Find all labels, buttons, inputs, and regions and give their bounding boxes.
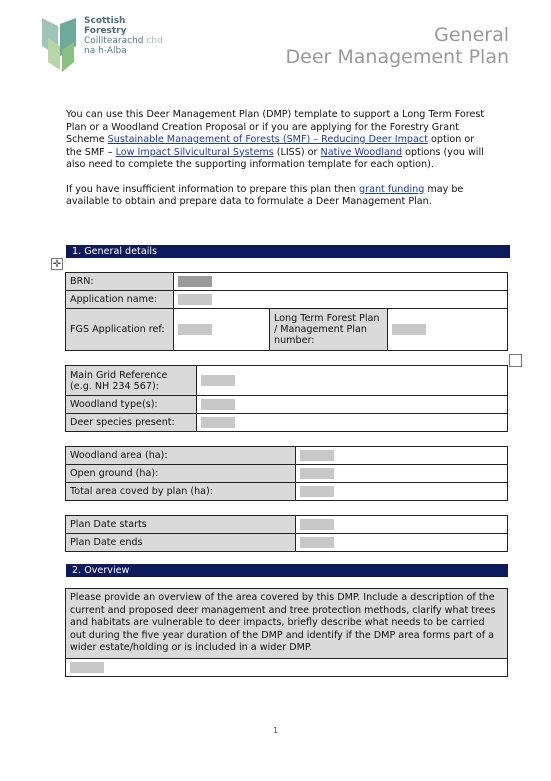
row-fgs-ref [66,309,508,351]
row-woodland-type [66,396,508,414]
label-deer-species: Deer species present: [66,414,197,432]
row-overview-instructions [66,589,508,659]
woodland-type-field[interactable] [201,399,235,410]
intro-p1-d: options (you will also need to complete the supporting information template for each option). [66,146,484,170]
deer-species-field[interactable] [201,417,235,428]
logo-ghost-text: chd [146,36,163,46]
woodland-area-field[interactable] [300,450,334,461]
intro-p1-b: option or the SMF – [66,134,475,158]
intro-p2-b: may be available to obtain and prepare data to formulate a Deer Management Plan. [66,183,464,207]
open-ground-field[interactable] [300,468,334,479]
link-smf-reducing-deer-impact[interactable]: Sustainable Management of Forests (SMF) – Reducing Deer Impact [107,134,428,145]
row-brn [66,273,508,291]
label-ltfp-number: Long Term Forest Plan / Management Plan number: [270,309,388,351]
woodland-type-cell [197,396,508,414]
intro-paragraph-2 [66,184,486,209]
logo-line-3 [84,36,163,46]
overview-input-cell [66,658,508,676]
page-number: 1 [272,726,279,735]
intro-p1-c: (LISS) or [273,146,321,158]
link-grant-funding[interactable]: grant funding [359,183,425,195]
total-area-cell [296,483,508,501]
table-move-icon[interactable]: ✛ [52,259,62,270]
logo-line-1: Scottish [84,16,126,26]
date-start-field[interactable] [300,519,334,530]
label-woodland-type: Woodland type(s): [66,396,197,414]
row-total-area [66,483,508,501]
row-deer-species [66,414,508,432]
label-date-end: Plan Date ends [66,534,296,552]
label-grid-ref: Main Grid Reference (e.g. NH 234 567): [66,366,197,396]
grid-ref-field[interactable] [201,375,235,386]
application-name-field[interactable] [178,294,212,305]
plan-dates-table [65,515,508,552]
overview-instructions: Please provide an overview of the area covered by this DMP. Include a description of the current and proposed deer management and tree protection methods, clarify what trees and habitats are vulnerable to deer impacts, briefly describe what needs to be carried out during the five year duration of the DMP and identify if the DMP area forms part of a wider estate/holding or is included in a wider DMP. [66,589,508,659]
label-total-area: Total area coved by plan (ha): [66,483,296,501]
label-application-name: Application name: [66,291,174,309]
date-end-field[interactable] [300,537,334,548]
total-area-field[interactable] [300,486,334,497]
page-title-line-1: General [434,24,509,46]
row-application-name [66,291,508,309]
label-fgs-ref: FGS Application ref: [66,309,174,351]
logo-text [84,16,163,56]
intro-paragraph-1 [66,109,486,172]
intro-p2-a: If you have insufficient information to prepare this plan then [66,183,360,195]
label-woodland-area: Woodland area (ha): [66,447,296,465]
link-liss[interactable]: Low Impact Silvicultural Systems [115,146,274,158]
fgs-ref-cell [174,309,270,351]
row-grid-ref [66,366,508,396]
label-brn: BRN: [66,273,174,291]
application-name-cell [174,291,508,309]
date-start-cell [296,516,508,534]
deer-species-cell [197,414,508,432]
brn-field[interactable] [178,276,212,287]
row-woodland-area [66,447,508,465]
section-heading-general-details: 1. General details [66,245,510,258]
brn-cell [174,273,508,291]
intro-text [66,109,486,221]
logo-line-4: na h-Alba [84,46,127,56]
grid-ref-cell [197,366,508,396]
row-overview-input [66,658,508,676]
overview-input-field[interactable] [70,662,104,673]
logo-line-2: Forestry [84,26,127,36]
label-date-start: Plan Date starts [66,516,296,534]
link-native-woodland[interactable]: Native Woodland [320,146,403,158]
ltfp-number-field[interactable] [392,324,426,335]
page-title [286,24,509,68]
ltfp-number-cell [388,309,508,351]
label-open-ground: Open ground (ha): [66,465,296,483]
tree-logo-icon [40,16,80,74]
logo-line-3-text: Coilltearachd [84,36,144,46]
open-ground-cell [296,465,508,483]
row-date-start [66,516,508,534]
woodland-area-cell [296,447,508,465]
scottish-forestry-logo [40,16,170,76]
area-table [65,446,508,501]
location-table [65,365,508,432]
row-open-ground [66,465,508,483]
intro-p1-a: You can use this Deer Management Plan (DMP) template to support a Long Term Forest Plan or a Woodland Creation Proposal or if you are applying for the Forestry Grant Scheme [66,109,485,145]
section-heading-overview: 2. Overview [66,564,508,577]
row-date-end [66,534,508,552]
date-end-cell [296,534,508,552]
overview-table [65,588,508,677]
general-details-table [65,272,508,351]
fgs-ref-field[interactable] [178,324,212,335]
page-title-line-2: Deer Management Plan [285,46,509,68]
table-resize-icon[interactable] [509,354,522,367]
